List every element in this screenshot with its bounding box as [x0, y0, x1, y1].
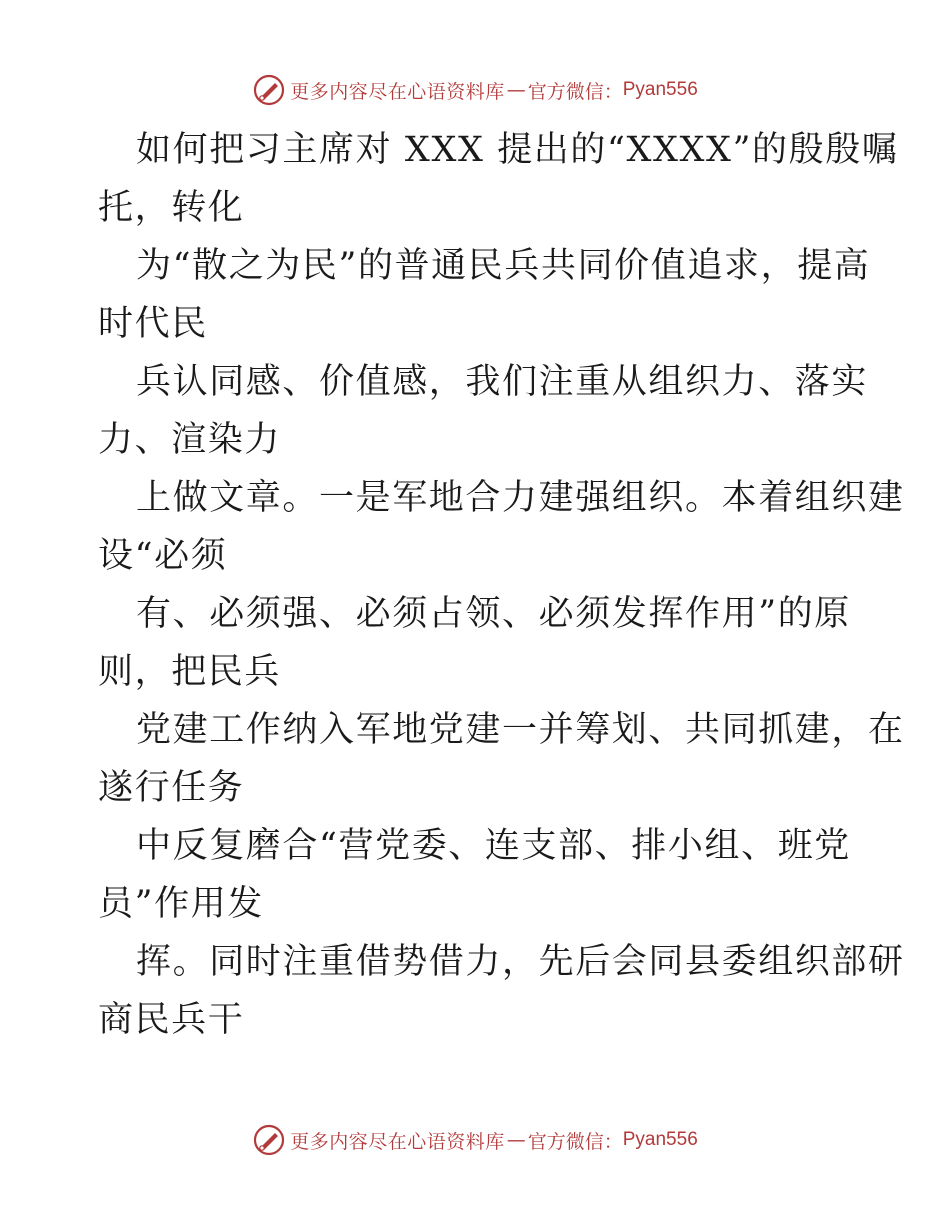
header-banner: [0, 70, 950, 110]
body-line: 力、渲染力: [98, 420, 282, 460]
banner-text: 更多内容尽在心语资料库: [290, 1130, 505, 1153]
document-body: [98, 121, 905, 1049]
pen-logo-icon: [252, 73, 286, 107]
body-line: 党建工作纳入军地党建一并筹划、共同抓建，在: [136, 710, 905, 750]
body-line: 有、必须强、必须占领、必须发挥作用”的原: [136, 594, 851, 634]
body-line: 挥。同时注重借势借力，先后会同县委组织部研: [136, 942, 905, 982]
banner-wechat-id: Pyan556: [622, 79, 698, 100]
body-line: 托，转化: [98, 188, 245, 228]
body-line: 商民兵干: [98, 1000, 245, 1040]
body-line: 兵认同感、价值感，我们注重从组织力、落实: [136, 362, 869, 402]
body-line: 设“必须: [98, 536, 228, 576]
banner-text: 更多内容尽在心语资料库: [290, 80, 505, 103]
body-line: 员”作用发: [98, 884, 264, 924]
banner-wechat-id: Pyan556: [622, 1129, 698, 1150]
banner-wechat-label: 官方微信：: [527, 1130, 623, 1153]
body-line: 中反复磨合“营党委、连支部、排小组、班党: [136, 826, 851, 866]
body-line: 时代民: [98, 304, 208, 344]
body-line: 遂行任务: [98, 768, 245, 808]
banner-separator: —: [506, 1129, 526, 1151]
body-line: 为“散之为民”的普通民兵共同价值追求，提高: [136, 246, 871, 286]
pen-logo-icon: [252, 1123, 286, 1157]
footer-banner: [0, 1120, 950, 1160]
body-line: 上做文章。一是军地合力建强组织。本着组织建: [136, 478, 905, 518]
body-line: 则，把民兵: [98, 652, 282, 692]
body-line: 如何把习主席对 XXX 提出的“XXXX”的殷殷嘱: [136, 130, 899, 170]
banner-wechat-label: 官方微信：: [527, 80, 623, 103]
banner-separator: —: [506, 79, 526, 101]
